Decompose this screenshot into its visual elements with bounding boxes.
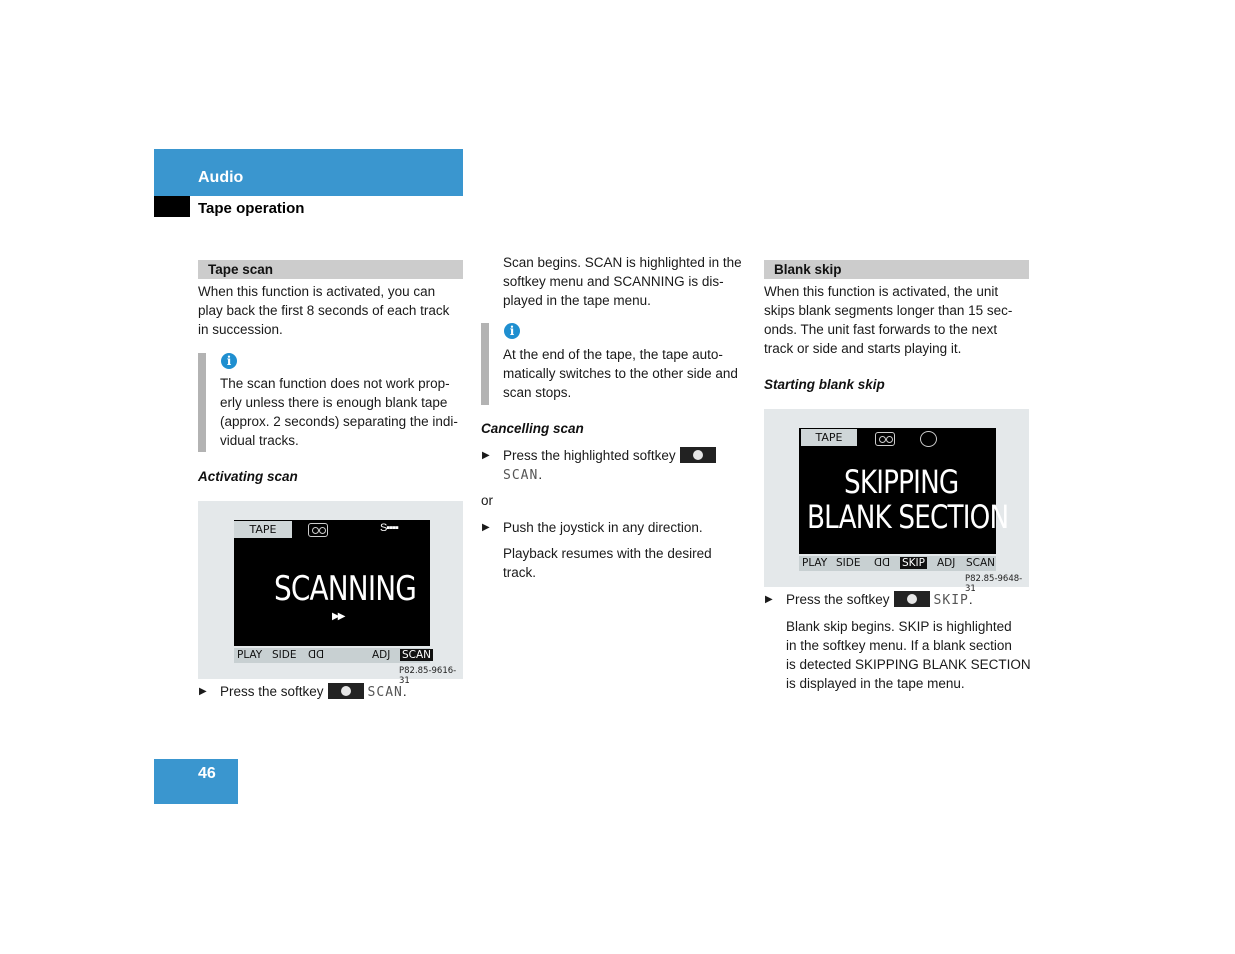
blank-section-text: BLANK SECTION — [807, 498, 1009, 536]
cassette-icon — [308, 523, 328, 537]
softkey-side: SIDE — [836, 557, 861, 569]
page-number-box — [154, 759, 238, 804]
tape-tab: TAPE — [801, 429, 857, 446]
bullet-arrow: ▶ — [482, 450, 490, 461]
softkey-bar — [234, 648, 430, 663]
softkey-adj: ADJ — [937, 557, 956, 569]
softkey-icon — [894, 591, 930, 607]
softkey-icon — [328, 683, 364, 699]
softkey-play: PLAY — [802, 557, 828, 569]
bullet-arrow: ▶ — [765, 594, 773, 605]
softkey-bar — [799, 556, 996, 571]
softkey-adj: ADJ — [372, 649, 391, 661]
image-code: P82.85-9616-31 — [399, 666, 457, 686]
softkey-play: PLAY — [237, 649, 263, 661]
page-number: 46 — [198, 765, 216, 782]
dolby-icon: ᗡᗡ — [308, 649, 325, 661]
skipping-text: SKIPPING — [844, 463, 959, 501]
info-bar — [481, 323, 489, 405]
activating-scan-heading: Activating scan — [198, 469, 298, 484]
starting-blank-skip-heading: Starting blank skip — [764, 377, 885, 392]
softkey-skip: SKIP — [902, 557, 925, 569]
scan-begins-text: Scan begins. SCAN is highlighted in the softkey menu and SCANNING is dis- played in the tape menu. — [503, 255, 742, 308]
scanning-display-image — [198, 501, 463, 686]
playback-resumes-text: Playback resumes with the desired track. — [503, 546, 712, 580]
skip-icon — [920, 431, 937, 447]
signal-level: S▪▪▪▪ — [380, 522, 398, 534]
softkey-icon — [680, 447, 716, 463]
blank-skip-result: Blank skip begins. SKIP is highlighted in the softkey menu. If a blank section is detected SKIPPING BLANK SECTION is displayed in the tape menu. — [786, 619, 1031, 691]
start-skip-step: Press the softkey SKIP. — [786, 592, 973, 608]
info-icon: i — [221, 353, 237, 369]
cancel-step-1: Press the highlighted softkey SCAN. — [503, 446, 743, 485]
skipping-display-image — [764, 409, 1029, 594]
scanning-text: SCANNING — [274, 569, 417, 609]
softkey-side: SIDE — [272, 649, 297, 661]
info-icon: i — [504, 323, 520, 339]
tape-tab: TAPE — [234, 521, 292, 538]
cassette-icon — [875, 432, 895, 446]
blank-skip-intro: When this function is activated, the unit skips blank segments longer than 15 sec- onds. The unit fast forwards to the next track or side and starts playing it. — [764, 284, 1013, 356]
info-bar — [198, 353, 206, 452]
blank-skip-header: Blank skip — [764, 260, 1029, 279]
chapter-title: Audio — [198, 169, 244, 186]
header-marker — [154, 196, 190, 217]
activate-step: Press the softkey SCAN. — [220, 684, 407, 700]
bullet-arrow: ▶ — [482, 522, 490, 533]
image-code: P82.85-9648-31 — [965, 574, 1023, 594]
or-text: or — [481, 493, 494, 508]
cancelling-scan-heading: Cancelling scan — [481, 421, 584, 436]
dolby-icon: ᗡᗡ — [874, 557, 891, 569]
tape-scan-info: The scan function does not work prop- erly unless there is enough blank tape (approx. 2 seconds) separating the indi- vidual tracks. — [220, 376, 458, 448]
tape-end-info: At the end of the tape, the tape auto- matically switches to the other side and scan stops. — [503, 347, 738, 400]
cancel-step-2: Push the joystick in any direction. — [503, 520, 703, 535]
softkey-scan: SCAN — [402, 649, 432, 661]
section-title: Tape operation — [198, 200, 305, 217]
fast-forward-icon: ▶▶ — [332, 611, 344, 622]
tape-scan-header: Tape scan — [198, 260, 463, 279]
tape-scan-intro: When this function is activated, you can play back the first 8 seconds of each track in succession. — [198, 284, 450, 337]
bullet-arrow: ▶ — [199, 686, 207, 697]
softkey-scan: SCAN — [966, 557, 996, 569]
